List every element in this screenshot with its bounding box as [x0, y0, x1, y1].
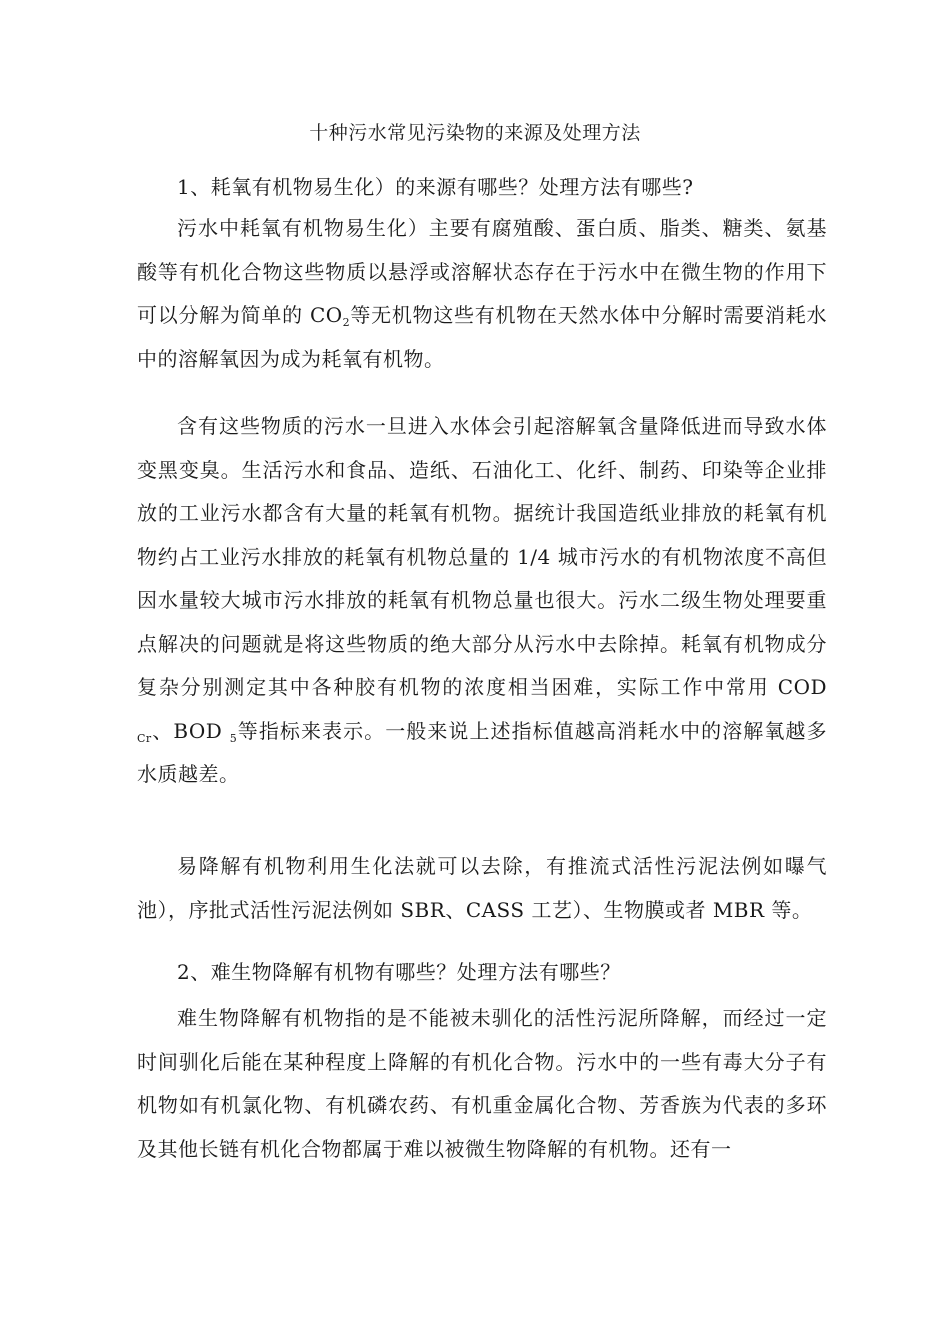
paragraph-1-text-a: 污水中耗氧有机物易生化）主要有腐殖酸、蛋白质、脂类、糖类、氨基酸等有机化合物这些物质以悬浮或溶解状态存在于污水中在微生物的作用下可以分解为简单的 CO	[137, 216, 827, 327]
bod-subscript: 5	[229, 731, 238, 745]
co2-subscript: 2	[342, 316, 351, 329]
paragraph-4: 难生物降解有机物指的是不能被未驯化的活性污泥所降解，而经过一定时间驯化后能在某种程度上降解的有机化合物。污水中的一些有毒大分子有机物如有机氯化物、有机磷农药、有机重金属化合物、芳香族为代表的多环及其他长链有机化合物都属于难以被微生物降解的有机物。还有一	[137, 1006, 827, 1161]
paragraph-2-text-c: 等指标来表示。一般来说上述指标值越高消耗水中的溶解氧越多水质越差。	[137, 718, 827, 786]
paragraph-2-text-a: 含有这些物质的污水一旦进入水体会引起溶解氧含量降低进而导致水体变黑变臭。生活污水和食品、造纸、石油化工、化纤、制药、印染等企业排放的工业污水都含有大量的耗氧有机物。据统计我国造纸业排放的耗氧有机物约占工业污水排放的耗氧有机物总量的 1/4 城市污水的有机物浓度不高但因水量较大城市污水排放的耗氧有机物总量也很大。污水二级生物处理要重点解决的问题就是将这些物质的绝大部分从污水中去除掉。耗氧有机物成分复杂分别测定其中各种胶有机物的浓度相当困难，实际工作中常用 COD	[137, 414, 827, 699]
paragraph-2-text-b: 、BOD	[151, 718, 230, 743]
paragraph-1	[137, 207, 827, 381]
section-heading-1: 1、耗氧有机物易生化）的来源有哪些？处理方法有哪些?	[177, 175, 694, 199]
document-title: 十种污水常见污染物的来源及处理方法	[309, 122, 641, 144]
section-heading-2: 2、难生物降解有机物有哪些？处理方法有哪些？	[177, 960, 621, 984]
paragraph-1-text-b: 等无机物这些有机物在天然水体中分解时需要消耗水中的溶解氧因为成为耗氧有机物。	[137, 303, 828, 371]
paragraph-2	[137, 405, 827, 797]
cod-subscript: Cr	[137, 731, 152, 745]
paragraph-3: 易降解有机物利用生化法就可以去除，有推流式活性污泥法例如曝气池），序批式活性污泥法例如 SBR、CASS 工艺）、生物膜或者 MBR 等。	[137, 854, 827, 922]
